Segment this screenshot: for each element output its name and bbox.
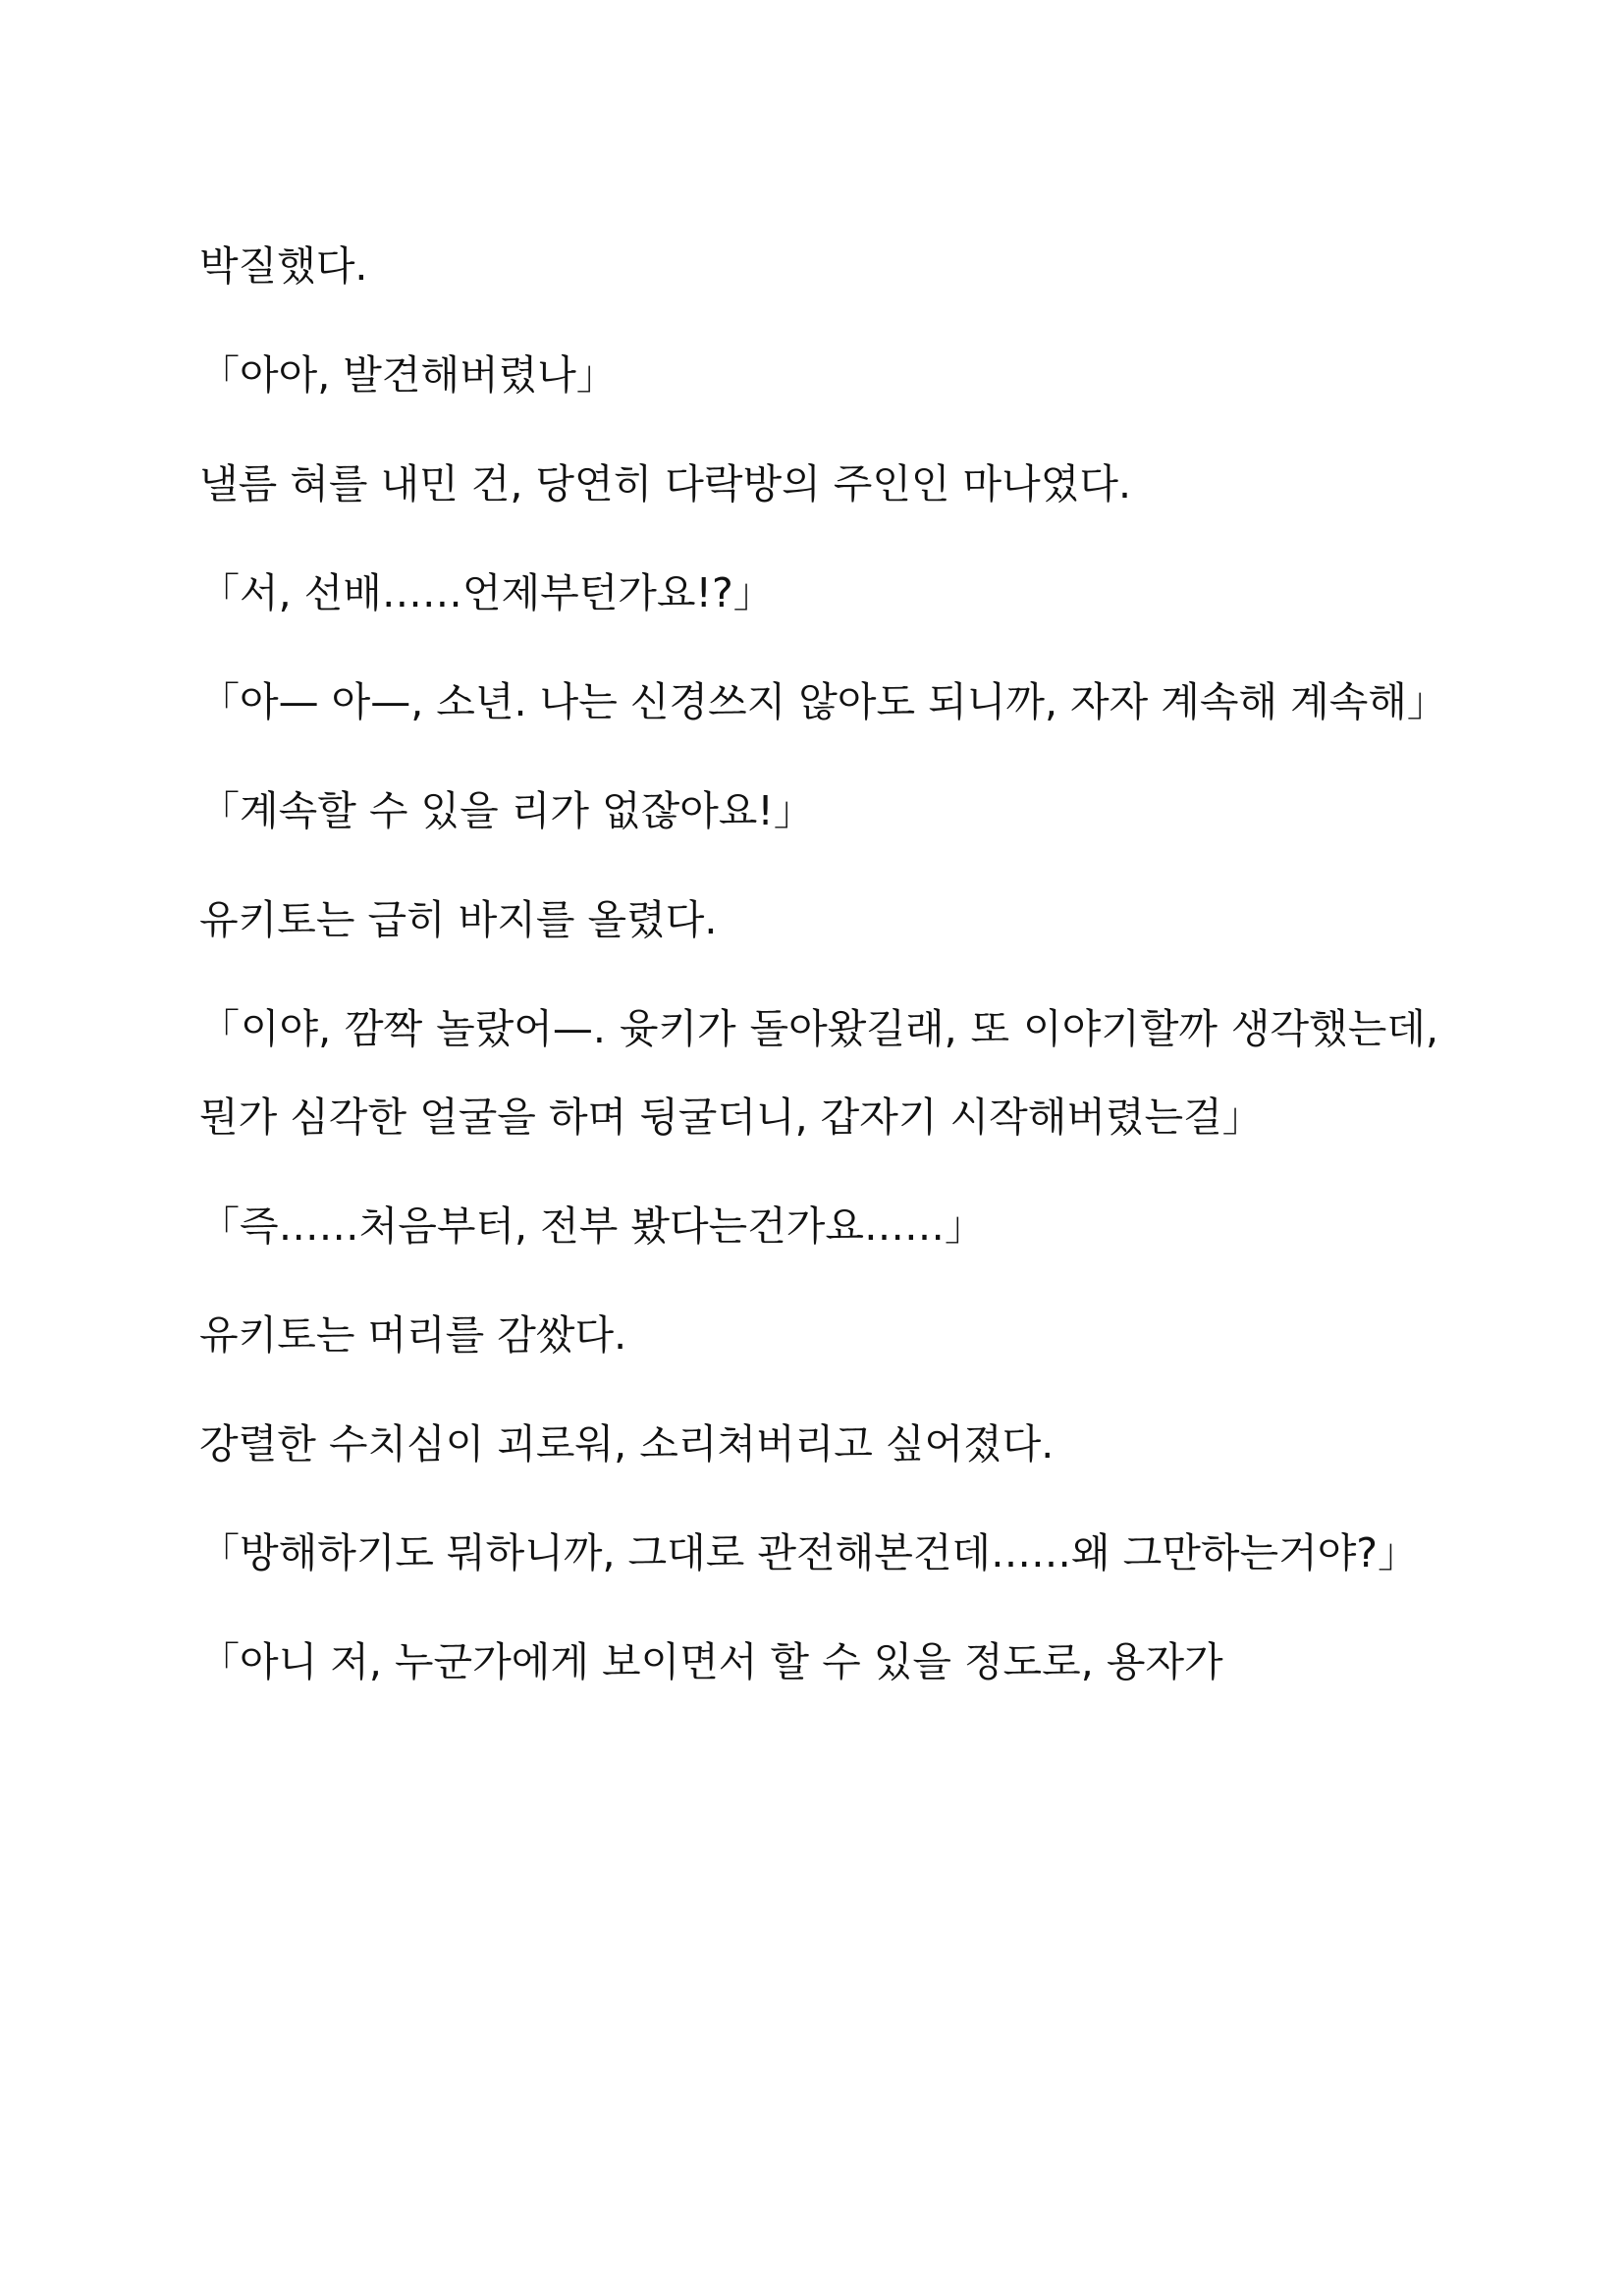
paragraph: 낼름 혀를 내민 건, 당연히 다락방의 주인인 마나였다. — [199, 460, 1132, 507]
paragraph: 유키토는 머리를 감쌌다. — [199, 1311, 627, 1359]
paragraph: 「아니 저, 누군가에게 보이면서 할 수 있을 정도로, 용자가 — [199, 1638, 1223, 1685]
paragraph: 「아아, 발견해버렸나」 — [199, 351, 617, 399]
paragraph: 「아— 아—, 소년. 나는 신경쓰지 않아도 되니까, 자자 계속해 계속해」 — [199, 678, 1447, 725]
paragraph: 「이야, 깜짝 놀랐어—. 윳키가 돌아왔길래, 또 이야기할까 생각했는데, 뭔가 심각한 얼굴을 하며 뒹굴더니, 갑자기 시작해버렸는걸」 — [199, 1005, 1438, 1141]
paragraph: 「서, 선배……언제부턴가요!?」 — [199, 569, 774, 616]
paragraph: 「즉……처음부터, 전부 봤다는건가요……」 — [199, 1202, 985, 1250]
body-text — [199, 222, 1447, 1727]
paragraph: 「계속할 수 있을 리가 없잖아요!」 — [199, 787, 814, 834]
paragraph: 박질했다. — [199, 242, 368, 290]
paragraph: 「방해하기도 뭐하니까, 그대로 관전해본건데……왜 그만하는거야?」 — [199, 1529, 1419, 1576]
paragraph: 유키토는 급히 바지를 올렸다. — [199, 896, 718, 943]
paragraph: 강렬한 수치심이 괴로워, 소리쳐버리고 싶어졌다. — [199, 1420, 1055, 1468]
